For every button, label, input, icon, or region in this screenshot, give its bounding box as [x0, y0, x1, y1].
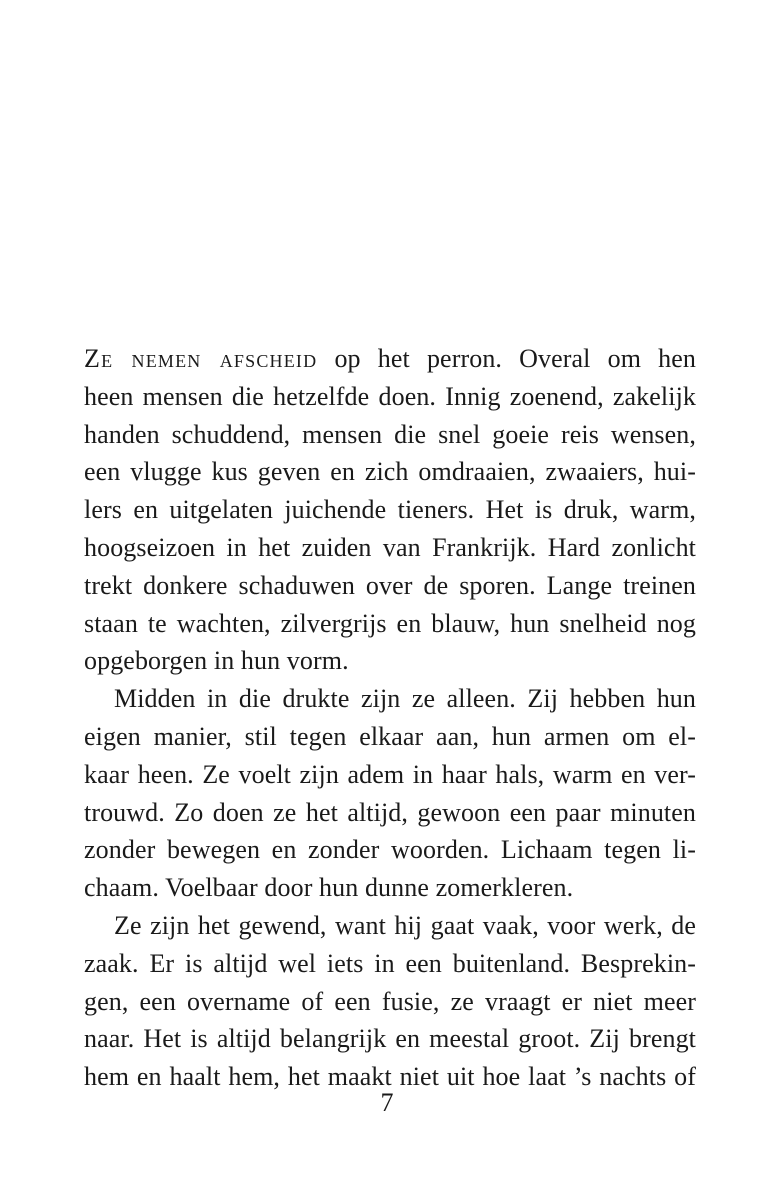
- text-line: kaar heen. Ze voelt zijn adem in haar hals, warm en ver-: [84, 759, 696, 789]
- opening-small-caps: Ze nemen afscheid: [84, 344, 318, 373]
- text-line: naar. Het is altijd belangrijk en meestal groot. Zij brengt: [84, 1024, 696, 1054]
- text-line: trekt donkere schaduwen over de sporen. Lange treinen: [84, 570, 696, 600]
- text-line: Midden in die drukte zijn ze alleen. Zij hebben hun: [114, 684, 696, 714]
- page-number: 7: [380, 1088, 394, 1117]
- text-line: opgeborgen in hun vorm.: [84, 646, 349, 676]
- text-line: handen schuddend, mensen die snel goeie reis wensen,: [84, 419, 696, 449]
- paragraph-3: [84, 907, 696, 1096]
- text-line: staan te wachten, zilvergrijs en blauw, hun snelheid nog: [84, 608, 696, 638]
- text-line: lers en uitgelaten juichende tieners. Het is druk, warm,: [84, 495, 696, 525]
- paragraph-1: [84, 340, 696, 680]
- text-line: chaam. Voelbaar door hun dunne zomerkleren.: [84, 873, 574, 903]
- text-line: hem en haalt hem, het maakt niet uit hoe laat ’s nachts of: [84, 1062, 696, 1092]
- text-line: gen, een overname of een fusie, ze vraagt er niet meer: [84, 986, 696, 1016]
- body-text: [84, 340, 696, 1096]
- text-line: een vlugge kus geven en zich omdraaien, zwaaiers, hui-: [84, 457, 696, 487]
- text-line: Ze nemen afscheid op het perron. Overal om hen: [84, 344, 696, 373]
- text-line: eigen manier, stil tegen elkaar aan, hun armen om el-: [84, 721, 696, 751]
- text-line: heen mensen die hetzelfde doen. Innig zoenend, zakelijk: [84, 381, 696, 411]
- text-line: trouwd. Zo doen ze het altijd, gewoon een paar minuten: [84, 797, 696, 827]
- text-line: hoogseizoen in het zuiden van Frankrijk. Hard zonlicht: [84, 532, 696, 562]
- text-line: zonder bewegen en zonder woorden. Lichaam tegen li-: [84, 835, 696, 865]
- text-line: zaak. Er is altijd wel iets in een buitenland. Besprekin-: [84, 948, 696, 978]
- paragraph-2: [84, 680, 696, 907]
- text-line: Ze zijn het gewend, want hij gaat vaak, voor werk, de: [114, 910, 696, 940]
